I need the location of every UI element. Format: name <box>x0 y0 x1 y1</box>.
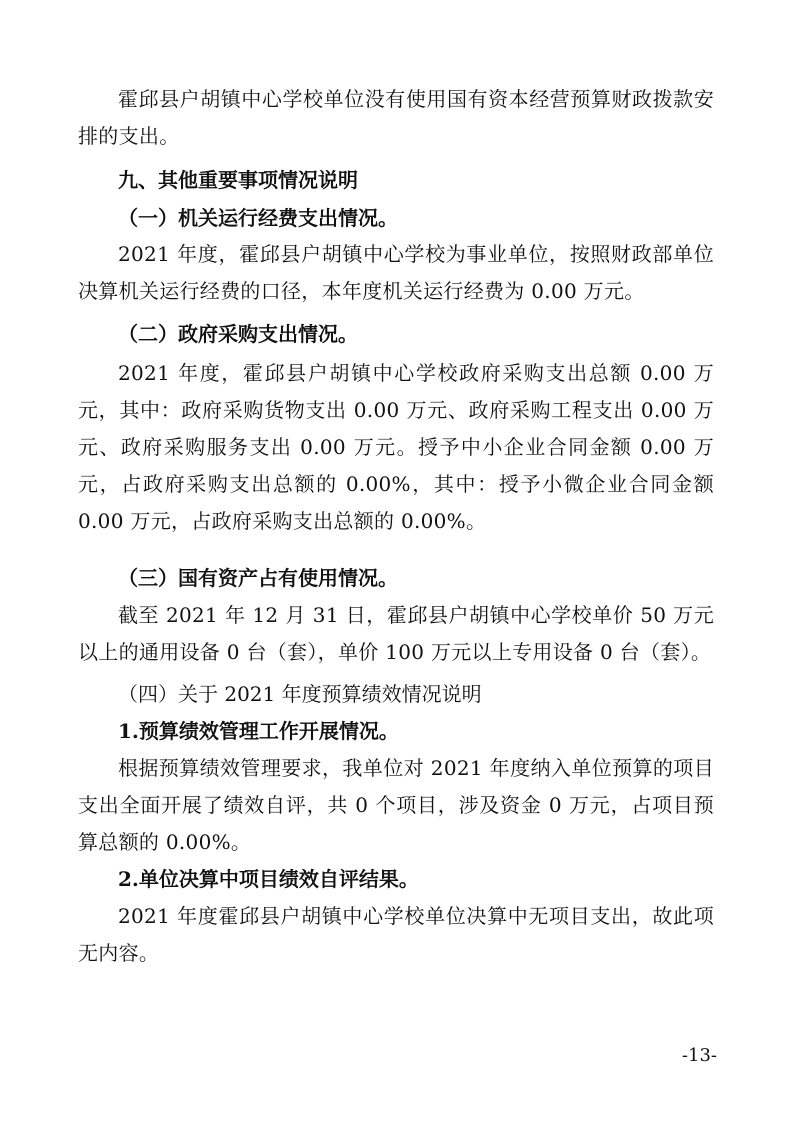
paragraph-performance-management: 根据预算绩效管理要求，我单位对 2021 年度纳入单位预算的项目支出全面开展了绩效自评，共 0 个项目，涉及资金 0 万元，占项目预算总额的 0.00%。 <box>78 756 714 854</box>
section-heading-other-matters: 九、其他重要事项情况说明 <box>118 168 358 192</box>
paragraph-project-self-evaluation: 2021 年度霍邱县户胡镇中心学校单位决算中无项目支出，故此项无内容。 <box>78 904 714 965</box>
subheading-performance-management: 1.预算绩效管理工作开展情况。 <box>118 719 399 743</box>
subheading-project-self-evaluation: 2.单位决算中项目绩效自评结果。 <box>118 867 419 891</box>
page-number: -13- <box>681 1045 717 1066</box>
paragraph-state-capital-note: 霍邱县户胡镇中心学校单位没有使用国有资本经营预算财政拨款安排的支出。 <box>78 87 714 148</box>
subheading-budget-performance: （四）关于 2021 年度预算绩效情况说明 <box>118 682 482 706</box>
subheading-operating-expenses: （一）机关运行经费支出情况。 <box>118 206 398 230</box>
subheading-state-assets: （三）国有资产占有使用情况。 <box>118 566 398 590</box>
paragraph-operating-expenses: 2021 年度，霍邱县户胡镇中心学校为事业单位，按照财政部单位决算机关运行经费的口径，本年度机关运行经费为 0.00 万元。 <box>78 242 714 303</box>
subheading-government-procurement: （二）政府采购支出情况。 <box>118 322 358 346</box>
paragraph-state-assets: 截至 2021 年 12 月 31 日，霍邱县户胡镇中心学校单价 50 万元以上的通用设备 0 台（套），单价 100 万元以上专用设备 0 台（套）。 <box>78 603 714 664</box>
paragraph-government-procurement: 2021 年度，霍邱县户胡镇中心学校政府采购支出总额 0.00 万元，其中：政府采购货物支出 0.00 万元、政府采购工程支出 0.00 万元、政府采购服务支出 0.00 万元。授予中小企业合同金额 0.00 万元，占政府采购支出总额的 0.00%，其中：授予小微企业合同金额 0.00 万元，占政府采购支出总额的 0.00%。 <box>78 361 714 533</box>
